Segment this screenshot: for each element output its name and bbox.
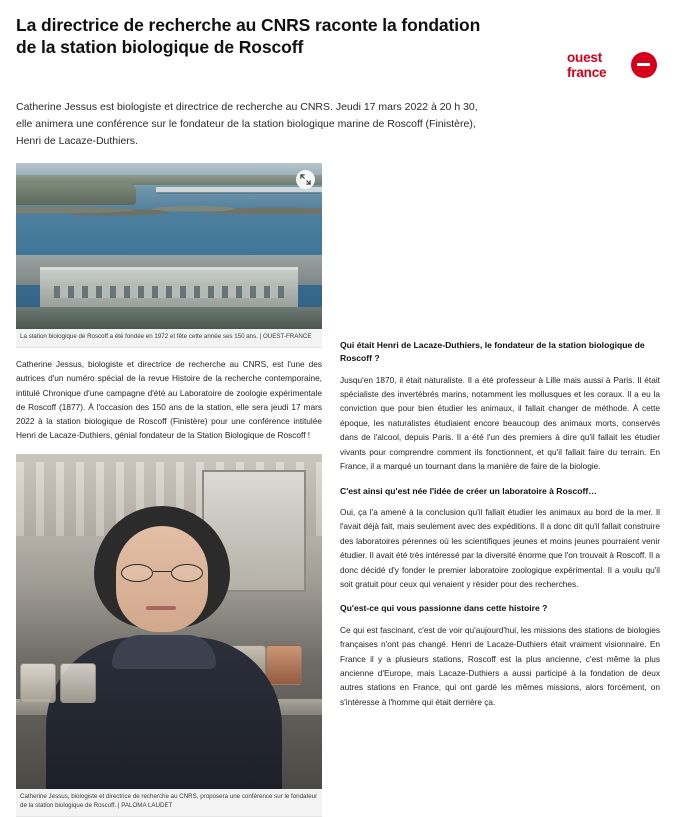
figure-catherine-jessus — [16, 454, 322, 817]
logo-text-line1: ouest — [567, 50, 603, 65]
article-standfirst: Catherine Jessus est biologiste et directrice de recherche au CNRS. Jeudi 17 mars 2022 à 20 h 30, elle animera une conférence sur le fondateur de la station biologique marine de Roscoff (Finistère), Henri de Lacaze-Duthiers. — [16, 101, 478, 147]
photo-station-biologique — [16, 163, 322, 329]
glasses-lens-left — [121, 564, 153, 582]
qa-question: Qu'est-ce qui vous passionne dans cette histoire ? — [340, 603, 548, 614]
right-column — [340, 163, 660, 720]
qa-block — [340, 485, 660, 592]
photo-caption: Catherine Jessus, biologiste et directrice de recherche au CNRS, proposera une conférence sur le fondateur de la station biologique de Roscoff. | PALOMA LAUDET — [16, 789, 322, 817]
article-body — [16, 163, 667, 817]
qa-block — [340, 339, 660, 474]
logo-text — [567, 50, 606, 80]
page-title: La directrice de recherche au CNRS raconte la fondation de la station biologique de Roscoff — [16, 15, 481, 58]
photo-portrait-mouth — [146, 606, 176, 610]
qa-answer: Jusqu'en 1870, il était naturaliste. Il a été professeur à Lille mais aussi à Paris. Il était spécialiste des invertébrés marins, notamment les mollusques et les coraux. Il a eu la conviction que pour bien étudier les animaux, il fallait changer de méthode. À cette époque, les naturalistes étudiaient encore beaucoup des animaux morts, conservés dans de l'alcool, depuis Paris. Il a été l'un des premiers à dire qu'il fallait les étudier vivants pour comprendre comment ils fonctionnent, et qu'il fallait faire du terrain. En France, il a marqué un tournant dans la manière de faire de la biologie. — [340, 374, 660, 472]
left-column — [16, 163, 322, 817]
photo-pier — [156, 187, 322, 192]
figure-station-biologique — [16, 163, 322, 348]
logo-text-line2: france — [567, 65, 607, 81]
photo-portrait-scarf — [112, 635, 216, 669]
left-column-paragraph: Catherine Jessus, biologiste et directrice de recherche au CNRS, est l'une des autrices d'un numéro spécial de la revue Histoire de la recherche contemporaine, intitulé Chronique d'une campagne d'été au Laboratoire de zoologie expérimentale de Roscoff (1877). À l'occasion des 150 ans de la station, elle sera jeudi 17 mars 2022 à la station biologique de Roscoff (Finistère) pour une conférence intitulée Henri de Lacaze-Duthiers, génial fondateur de la Station Biologique de Roscoff ! — [16, 358, 322, 441]
article-header — [16, 10, 667, 88]
glasses-icon — [119, 564, 205, 580]
photo-specimen-jar — [20, 663, 56, 703]
ouest-france-logo — [567, 46, 659, 88]
photo-foreground — [16, 307, 322, 329]
expand-arrows-icon[interactable] — [296, 170, 315, 189]
photo-caption: La station biologique de Roscoff a été fondée en 1972 et fête cette année ses 150 ans. | OUEST-FRANCE — [16, 329, 322, 348]
qa-question: C'est ainsi qu'est née l'idée de créer un laboratoire à Roscoff… — [340, 485, 597, 496]
glasses-lens-right — [171, 564, 203, 582]
glasses-bridge — [153, 571, 171, 573]
logo-mark-icon — [631, 52, 657, 78]
qa-answer: Oui, ça l'a amené à la conclusion qu'il fallait étudier les animaux au bord de la mer. Il l'avait déjà fait, mais seulement avec des expéditions. Il a donc dit qu'il fallait construire des laboratoires pérennes où les scientifiques jeunes et moins jeunes pourraient venir étudier. Il avait été très intéressé par la diversité énorme que l'on trouvait à Roscoff. Il a donc décidé d'y fonder le premier laboratoire zoologique expérimental. Il a voulu qu'il soit gratuit pour ceux qui venaient y résider pour des recherches. — [340, 506, 660, 589]
photo-specimen-jar — [60, 663, 96, 703]
photo-rocks — [16, 199, 322, 221]
qa-block — [340, 602, 660, 709]
qa-question: Qui était Henri de Lacaze-Duthiers, le fondateur de la station biologique de Roscoff ? — [340, 340, 645, 364]
photo-specimen-jar — [266, 645, 302, 685]
photo-catherine-jessus — [16, 454, 322, 789]
qa-answer: Ce qui est fascinant, c'est de voir qu'aujourd'hui, les missions des stations de biologies françaises n'ont pas changé. Henri de Lacaze-Duthiers était vraiment visionnaire. En France il y a plusieurs stations, Roscoff est la plus ancienne, c'est même la plus ancienne d'Europe, mais Lacaze-Duthiers a aussi participé à la fondation de deux autres stations en France, qui ont gardé les mêmes missions, alors forcément, on s'intéresse à l'homme qui était derrière ça. — [340, 624, 660, 707]
